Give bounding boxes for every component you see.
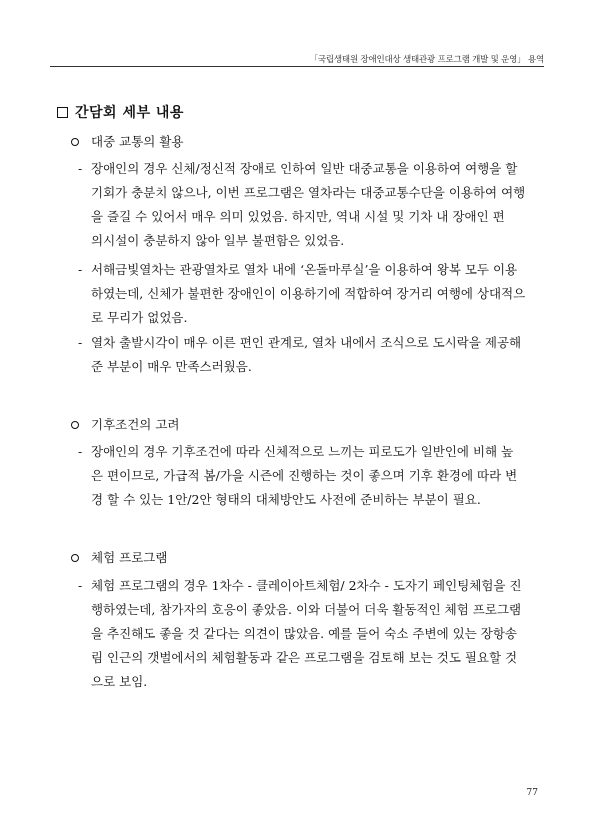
running-header: 「국립생태원 장애인대상 생태관광 프로그램 개발 및 운영」 용역 (309, 55, 544, 65)
circle-bullet-icon (71, 421, 79, 429)
page-number: 77 (526, 788, 538, 798)
topic-heading: 기후조건의 고려 (71, 415, 180, 433)
section-title (57, 102, 184, 122)
list-item: - 장애인의 경우 신체/정신적 장애로 인하여 일반 대중교통을 이용하여 여행을 할 기회가 충분치 않으나, 이번 프로그램은 열차라는 대중교통수단을 이용하여 여행 을 즐길 수 있어서 매우 의미 있었음. 하지만, 역내 시설 및 기차 내 장애인 편 의시설이 충분하지 않아 일부 불편함은 있었음. (78, 161, 526, 248)
list-item: - 장애인의 경우 기후조건에 따라 신체적으로 느끼는 피로도가 일반인에 비해 높 은 편이므로, 가급적 봄/가을 시즌에 진행하는 것이 좋으며 기후 환경에 따라 변 경 할 수 있는 1안/2안 형태의 대체방안도 사전에 준비하는 부분이 필요. (78, 444, 518, 507)
topic-heading: 체험 프로그램 (71, 548, 167, 566)
topic-heading: 대중 교통의 활용 (71, 132, 183, 150)
section-title-text: 간담회 세부 내용 (75, 105, 184, 121)
circle-bullet-icon (71, 138, 79, 146)
list-item: - 체험 프로그램의 경우 1차수 - 클레이아트체험/ 2차수 - 도자기 페인팅체험을 진 행하였는데, 참가자의 호응이 좋았음. 이와 더불어 더욱 활동적인 체험 프로그램 을 추진해도 좋을 것 같다는 의견이 많았음. 예를 들어 숙소 주변에 있는 장항송 림 인근의 갯벌에서의 체험활동과 같은 프로그램을 검토해 보는 것도 필요할 것 으로 보임. (78, 578, 522, 689)
square-bullet-icon (57, 107, 68, 118)
list-item: - 서해금빛열차는 관광열차로 열차 내에 ‘온돌마루실’을 이용하여 왕복 모두 이용 하였는데, 신체가 불편한 장애인이 이용하기에 적합하여 장거리 여행에 상대적으 로 무리가 없었음. (78, 262, 526, 325)
circle-bullet-icon (71, 554, 79, 562)
header-divider (50, 66, 544, 67)
list-item: - 열차 출발시각이 매우 이른 편인 관계로, 열차 내에서 조식으로 도시락을 제공해 준 부분이 매우 만족스러웠음. (78, 335, 522, 374)
